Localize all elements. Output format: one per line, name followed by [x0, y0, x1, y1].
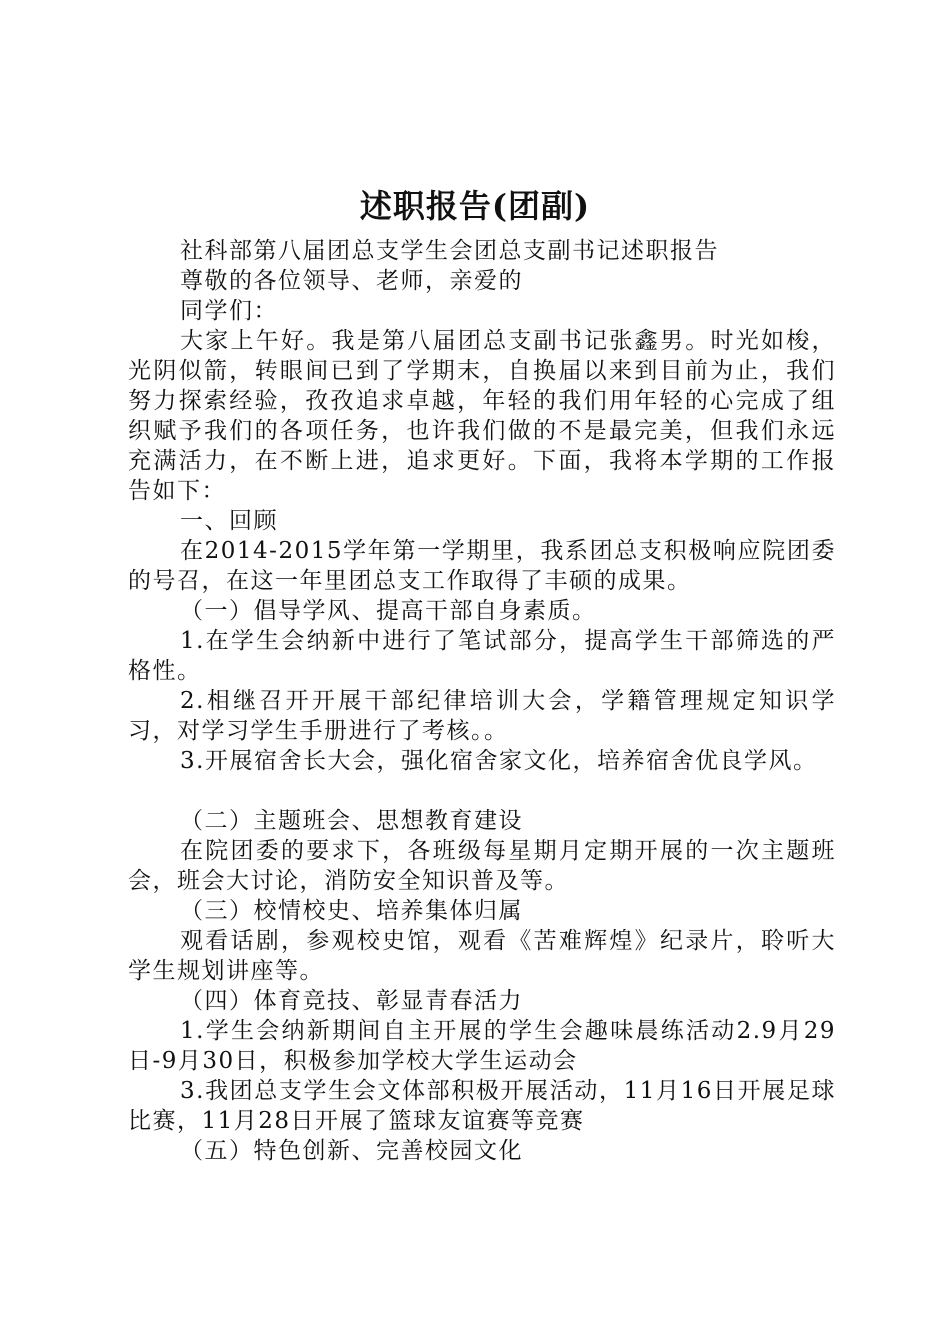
subsection-heading-5: （五）特色创新、完善校园文化	[180, 1138, 523, 1164]
paragraph-subtitle: 社科部第八届团总支学生会团总支副书记述职报告	[180, 238, 719, 264]
section-heading-review: 一、回顾	[180, 508, 278, 534]
paragraph-class-meetings: 在院团委的要求下，各班级每星期月定期开展的一次主题班会，班会大讨论，消防安全知识普及等。	[128, 838, 836, 894]
subsection-heading-3: （三）校情校史、培养集体归属	[180, 898, 523, 924]
subsection-heading-2: （二）主题班会、思想教育建设	[180, 808, 523, 834]
blank-line	[128, 776, 836, 806]
paragraph-introduction: 大家上午好。我是第八届团总支副书记张鑫男。时光如梭，光阴似箭，转眼间已到了学期末，自换届以来到目前为止，我们努力探索经验，孜孜追求卓越，年轻的我们用年轻的心完成了组织赋予我们的各项任务，也许我们做的不是最完美，但我们永远充满活力，在不断上进，追求更好。下面，我将本学期的工作报告如下：	[128, 328, 836, 504]
list-item: 3.开展宿舍长大会，强化宿舍家文化，培养宿舍优良学风。	[180, 748, 818, 774]
subsection-heading-1: （一）倡导学风、提高干部自身素质。	[180, 598, 597, 624]
list-item: 3.我团总支学生会文体部积极开展活动，11月16日开展足球比赛，11月28日开展了篮球友谊赛等竞赛	[128, 1078, 836, 1134]
paragraph-salutation-continued: 同学们：	[180, 298, 278, 324]
list-item: 1.学生会纳新期间自主开展的学生会趣味晨练活动2.9月29日-9月30日，积极参加学校大学生运动会	[128, 1018, 836, 1074]
subsection-heading-4: （四）体育竞技、彰显青春活力	[180, 988, 523, 1014]
document-body	[128, 236, 836, 1166]
list-item: 2.相继召开开展干部纪律培训大会，学籍管理规定知识学习，对学习学生手册进行了考核。。	[128, 688, 836, 744]
document-title: 述职报告(团副)	[359, 187, 591, 225]
paragraph-salutation: 尊敬的各位领导、老师，亲爱的	[180, 268, 523, 294]
paragraph-review-summary: 在2014-2015学年第一学期里，我系团总支积极响应院团委的号召，在这一年里团总支工作取得了丰硕的成果。	[128, 538, 836, 594]
paragraph-school-history: 观看话剧，参观校史馆，观看《苦难辉煌》纪录片，聆听大学生规划讲座等。	[128, 928, 836, 984]
list-item: 1.在学生会纳新中进行了笔试部分，提高学生干部筛选的严格性。	[128, 628, 836, 684]
